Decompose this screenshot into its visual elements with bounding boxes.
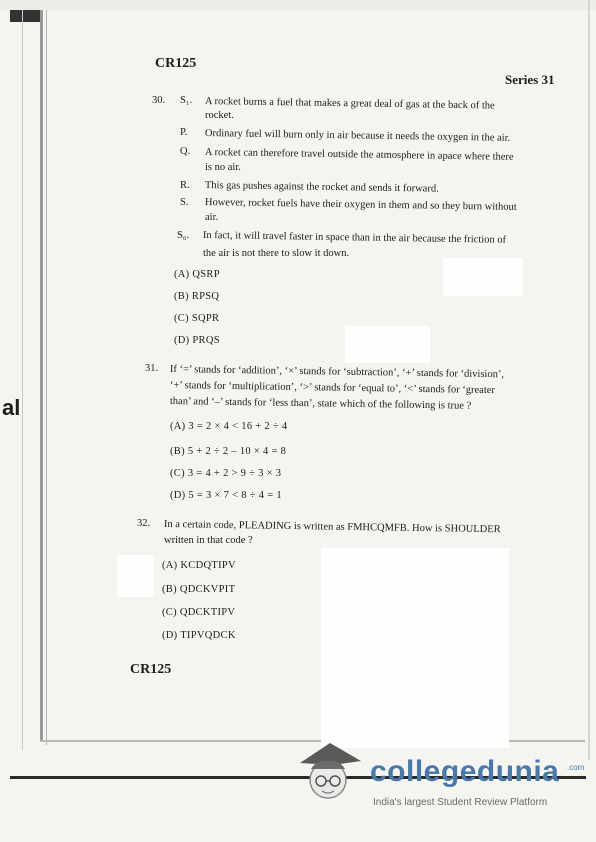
page-binding-edge: [40, 10, 43, 740]
footer-booklet-code: CR125: [130, 662, 172, 677]
answer-option[interactable]: (C) SQPR: [174, 313, 220, 324]
redaction-box: [321, 548, 509, 748]
scan-top-edge: [0, 0, 596, 10]
collegedunia-watermark: [295, 735, 587, 810]
answer-option[interactable]: (A) 3 = 2 × 4 < 16 + 2 ÷ 4: [170, 421, 288, 432]
redaction-box: [117, 555, 154, 597]
question-number: 30.: [152, 95, 166, 106]
sentence-label: S₆.: [177, 230, 190, 241]
question-text: ‘+’ stands for ‘multiplication’, ‘>’ stands for ‘equal to’, ‘<’ stands for ‘greater: [169, 380, 496, 397]
sentence-text: air.: [205, 212, 219, 223]
sentence-text: In fact, it will travel faster in space than in the air because the friction of: [202, 230, 507, 246]
answer-option[interactable]: (D) TIPVQDCK: [162, 630, 236, 641]
sentence-text: However, rocket fuels have their oxygen in them and so they burn without: [204, 197, 517, 213]
sentence-label: P.: [180, 127, 188, 138]
question-number: 32.: [137, 518, 151, 529]
question-number: 31.: [145, 363, 159, 374]
sentence-label: S.: [180, 197, 189, 208]
booklet-code: CR125: [155, 56, 197, 71]
sentence-text: the air is not there to slow it down.: [203, 248, 350, 259]
sentence-text: This gas pushes against the rocket and sends it forward.: [204, 180, 439, 195]
question-text: written in that code ?: [164, 535, 253, 546]
question-text: In a certain code, PLEADING is written as FMHCQMFB. How is SHOULDER: [163, 519, 501, 536]
page-right-edge: [588, 0, 590, 760]
redaction-box: [345, 326, 430, 363]
answer-option[interactable]: (C) QDCKTIPV: [162, 607, 236, 618]
sentence-text: Ordinary fuel will burn only in air because it needs the oxygen in the air.: [204, 128, 511, 144]
answer-option[interactable]: (D) PRQS: [174, 335, 220, 346]
sentence-text: is no air.: [205, 162, 241, 173]
answer-option[interactable]: (B) RPSQ: [174, 291, 220, 302]
answer-option[interactable]: (D) 5 = 3 × 7 < 8 ÷ 4 = 1: [170, 490, 282, 501]
student-avatar-icon: [295, 735, 365, 807]
question-text: If ‘=’ stands for ‘addition’, ‘×’ stands for ‘subtraction’, ‘+’ stands for ‘division’,: [169, 364, 505, 381]
sentence-label: Q.: [180, 146, 191, 157]
brand-name: collegedunia: [370, 755, 560, 788]
answer-option[interactable]: (C) 3 = 4 + 2 > 9 ÷ 3 × 3: [170, 468, 282, 479]
answer-option[interactable]: (B) QDCKVPIT: [162, 584, 236, 595]
answer-option[interactable]: (B) 5 + 2 ÷ 2 – 10 × 4 = 8: [170, 446, 287, 457]
series-label: Series 31: [505, 72, 555, 87]
page-shadow-edge: [22, 10, 23, 750]
sentence-label: R.: [180, 180, 190, 191]
brand-tagline: India's largest Student Review Platform: [373, 797, 548, 808]
answer-option[interactable]: (A) KCDQTIPV: [162, 560, 236, 571]
sentence-text: A rocket can therefore travel outside the atmosphere in apace where there: [204, 147, 514, 163]
redaction-box: [443, 258, 523, 296]
page-inner-edge: [46, 10, 47, 745]
sentence-label: S₁.: [180, 95, 193, 106]
corner-registration-mark: [10, 10, 42, 22]
sentence-text: A rocket burns a fuel that makes a great deal of gas at the back of the: [204, 96, 495, 112]
adjacent-page-text: al: [2, 395, 21, 420]
answer-option[interactable]: (A) QSRP: [174, 269, 220, 280]
sentence-text: rocket.: [205, 110, 234, 121]
question-text: than’ and ‘–’ stands for ‘less than’, state which of the following is true ?: [169, 396, 472, 412]
brand-domain: .com: [567, 763, 585, 772]
